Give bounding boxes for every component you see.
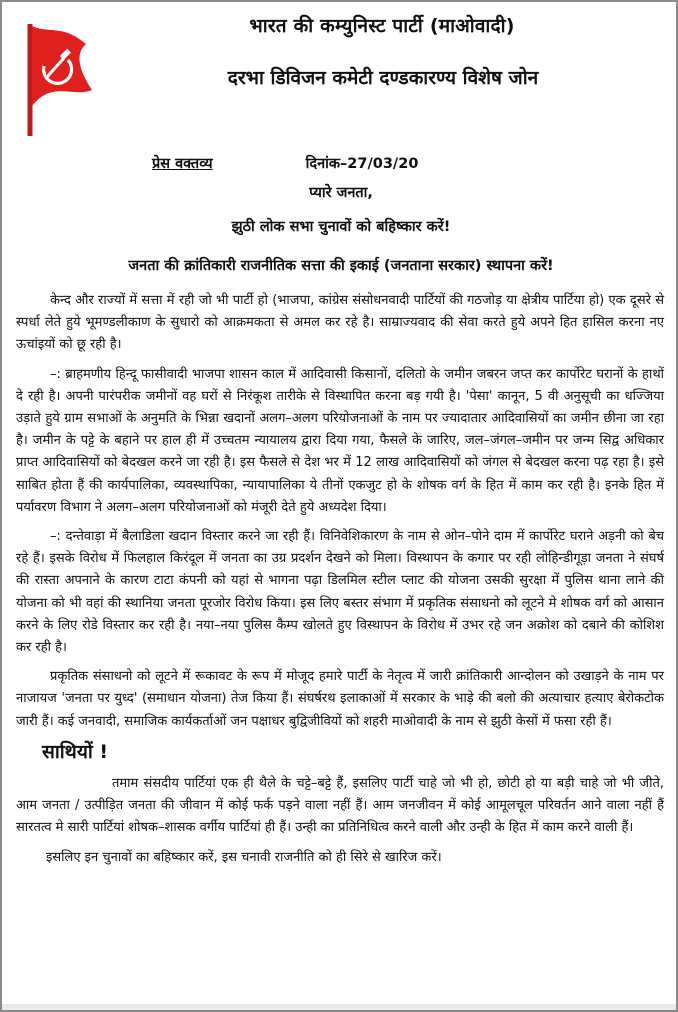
paragraph: प्रकृतिक संसाधनो को लूटने में रूकावट के रूप में मोजूद हमारे पार्टी के नेतृत्व में जारी क्रांतिकारी आन्दोलन को उखाड़ने के नाम पर नाजायज 'जनता पर युध्द' (समाधान योजना) तेज किया हैं। संघर्षरथ इलाकाओं में सरकार के भाड़े की बलो की अत्याचार हत्याए बेरोकटोक जारी हैं। कई जनवादी, समाजिक कार्यकर्ताओं जन पक्षाधर बुद्विजीवियों को शहरी माओवादी के नाम से झुठी केसों में फसा रही हैं। bbox=[16, 669, 664, 729]
comrades-heading: साथियों ! bbox=[42, 740, 109, 763]
press-line bbox=[152, 153, 572, 173]
headline-boycott: झुठी लोक सभा चुनावों को बहिष्कार करें! bbox=[231, 219, 451, 235]
page-bottom-edge bbox=[2, 1004, 676, 1010]
paragraph: –: दन्तेवाड़ा में बैलाडिला खदान विस्तार करने जा रही हैं। विनिवेशिकारण के नाम से ओन–पोने दाम में कार्पोरेट घराने अड़नी को बेच रहे हैं। इसके विरोध में फिलहाल किरंदूल में जनता का उग्र प्रदर्शन देखने को मिला। विस्थापन के कगार पर रही लोहिन्डीगूड़ा जनता ने संघर्ष की रास्ता अपनाने के कारण टाटा कंपनी को यहां से भागना पढ़ा डिलमिल स्टील प्लाट की योजना उसकी सुरक्षा में पुलिस थाना लाने की योजना को भी वहां की स्थानिया जनता पूरजोर विरोध किया। इस लिए बस्तर संभाग में प्रकृतिक संसाधनो को लूटने मे शोषक वर्ग को आसान करने के लिए रोडे विस्तार कर रही है। नया–नया पुलिस कैम्प खोलते हुए विस्थापन के विरोध में उभर रहे जन अक्रोश को दबाने की कोशिश कर रही है। bbox=[16, 529, 664, 656]
paragraph: –: ब्राहमणीय हिन्दू फासीवादी भाजपा शासन काल में आदिवासी किसानों, दलितो के जमीन जबरन जप्त कर कार्पोरेट घरानों के हाथों दे रही है। अपनी पारंपरीक जमीनों वह घरों से निरंकूश तारीके से विस्थापित करना बड़ गयी है। 'पेसा' कानून, 5 वी अनुसूची का धज्जिया उड़ाते हुये ग्राम सभाओं के अनुमति के भिन्ना खदानों अलग–अलग परियोजनाओं के नाम पर ज्यादातार आदिवासियों का जमीन छीना जा रहा है। जमीन के पट्टे के बहाने पर हाल ही में उच्चतम न्यायालय द्वारा दिया गया, फैसले के जारिए, जल–जंगल–जमीन पर जन्म सिद्व अधिकार प्राप्त आदिवासियों को बेदखल करने जा रही है। इस फैसले से देश भर में 12 लाख आदिवासियों को जंगल से बेदखल करना पढ़ रहा है। इसे साबित होता हैं की कार्यपालिका, व्यवस्थापिका, न्यायापालिका ये तीनों एकजुट हो के शोषक वर्ग के हित में काम कर रही है। इनके हित में पर्यावरण विभाग ने अलग–अलग परियोजनाओं को मंजूरी देते हुये अध्यदेश दिया। bbox=[16, 366, 664, 515]
org-subtitle: दरभा डिविजन कमेटी दण्डकारण्य विशेष जोन bbox=[227, 67, 539, 89]
closing-paragraph: इसलिए इन चुनावों का बहिष्कार करें, इस चनावी राजनीति को ही सिरे से खारिज करें। bbox=[46, 849, 442, 865]
greeting: प्यारे जनता, bbox=[309, 185, 373, 201]
article-body bbox=[16, 290, 664, 876]
press-date: दिनांक–27/03/20 bbox=[305, 156, 419, 172]
paragraph: केन्द और राज्यों में सत्ता में रही जो भी पार्टी हो (भाजपा, कांग्रेस संसोधनवादी पार्टियों की गठजोड़ या क्षेत्रीय पार्टिया हो) एक दूसरे से स्पर्धा लेते हुये भूमण्डलीकाण के सुधारो को आक्रमकता से अमल कर रहे है। साम्राज्यवाद की सेवा करते हुये अपने हित हासिल करना नए ऊचांइयों को छू रही है। bbox=[16, 293, 664, 353]
hammer-sickle-red-flag-icon bbox=[22, 20, 94, 138]
org-title: भारत की कम्युनिस्ट पार्टी (माओवादी) bbox=[249, 15, 515, 37]
headline-janatana-sarkar: जनता की क्रांतिकारी राजनीतिक सत्ता की इकाई (जनताना सरकार) स्थापना करें! bbox=[128, 258, 554, 274]
press-label: प्रेस वक्तव्य bbox=[152, 156, 213, 172]
closing-paragraph: तमाम संसदीय पार्टियां एक ही थैले के चट्टे–बट्टे हैं, इसलिए पार्टी चाहे जो भी हो, छोटी हो या बड़ी चाहे जो भी जीते, आम जनता / उत्पीड़ित जनता की जीवान में कोई फर्क पड़ने वाला नहीं हैं। आम जनजीवन में कोई आमूलचूल परिवर्तन आने वाला नहीं हैं सारतत्व मे सारी पार्टियां शोषक–शासक वर्गीय पार्टियां ही हैं। उन्ही का प्रतिनिधित्व करने वाली और उन्ही के हित में काम करने वाली हैं। bbox=[16, 776, 664, 836]
